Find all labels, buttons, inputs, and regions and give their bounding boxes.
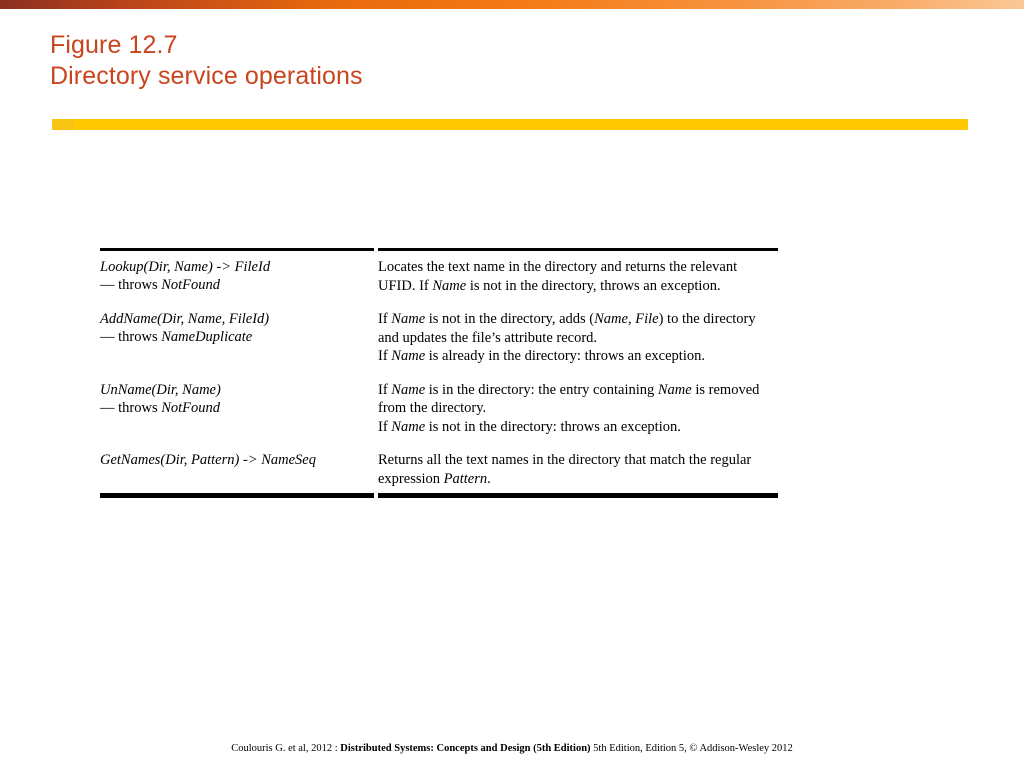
operation-throws	[100, 276, 372, 294]
description-cell	[378, 310, 778, 366]
table-bottom-rule	[100, 493, 778, 498]
top-decorative-bar	[0, 0, 1024, 9]
description-line: If Name is already in the directory: throws an exception.	[378, 348, 705, 364]
description-cell	[378, 381, 778, 437]
table-top-rule-left	[100, 248, 374, 251]
operation-exception-name: NotFound	[161, 277, 221, 293]
footer-citation-suffix: 5th Edition, Edition 5, © Addison-Wesley 2012	[590, 743, 793, 754]
table-row	[100, 258, 778, 295]
operation-throws	[100, 399, 372, 417]
description-cell	[378, 451, 778, 488]
description-line: Locates the text name in the directory and returns the relevant UFID. If Name is not in the directory, throws an exception.	[378, 259, 738, 294]
description-cell	[378, 258, 778, 295]
footer-citation-book-title: Distributed Systems: Concepts and Design (5th Edition)	[340, 743, 591, 754]
table-body	[100, 251, 778, 493]
operation-throws-label: — throws	[100, 399, 162, 416]
operation-exception-name: NameDuplicate	[161, 329, 253, 345]
description-line: If Name is in the directory: the entry containing Name is removed from the directory.	[378, 381, 760, 416]
operation-throws	[100, 328, 372, 346]
operation-signature: Lookup(Dir, Name) -> FileId	[100, 259, 271, 275]
operation-signature: AddName(Dir, Name, FileId)	[100, 311, 270, 327]
operation-exception-name: NotFound	[161, 399, 221, 416]
operation-cell	[100, 451, 378, 469]
operation-cell	[100, 381, 378, 417]
operation-throws-label: — throws	[100, 329, 162, 345]
table-row	[100, 310, 778, 366]
operation-signature: GetNames(Dir, Pattern) -> NameSeq	[100, 452, 316, 468]
footer-citation-prefix: Coulouris G. et al, 2012 :	[231, 743, 341, 754]
title-underline-bar-cap	[52, 119, 74, 130]
operation-cell	[100, 258, 378, 294]
title-line-subject: Directory service operations	[50, 62, 363, 90]
description-line: If Name is not in the directory: throws an exception.	[378, 418, 681, 435]
table-bottom-rule-left	[100, 493, 374, 498]
table-row	[100, 451, 778, 488]
title-underline-bar	[52, 119, 968, 130]
operations-table	[100, 248, 778, 498]
table-bottom-rule-right	[378, 493, 778, 498]
operation-cell	[100, 310, 378, 346]
table-top-rule	[100, 248, 778, 251]
operation-throws-label: — throws	[100, 277, 162, 293]
description-line: Returns all the text names in the directory that match the regular expression Pattern.	[378, 452, 752, 487]
slide-title	[50, 30, 970, 92]
footer-citation	[0, 742, 1024, 755]
table-row	[100, 381, 778, 437]
title-line-figure-number: Figure 12.7	[50, 31, 178, 59]
table-top-rule-right	[378, 248, 778, 251]
operation-signature: UnName(Dir, Name)	[100, 381, 221, 398]
description-line: If Name is not in the directory, adds (Name, File) to the directory and updates the file’s attribute record.	[378, 311, 756, 346]
